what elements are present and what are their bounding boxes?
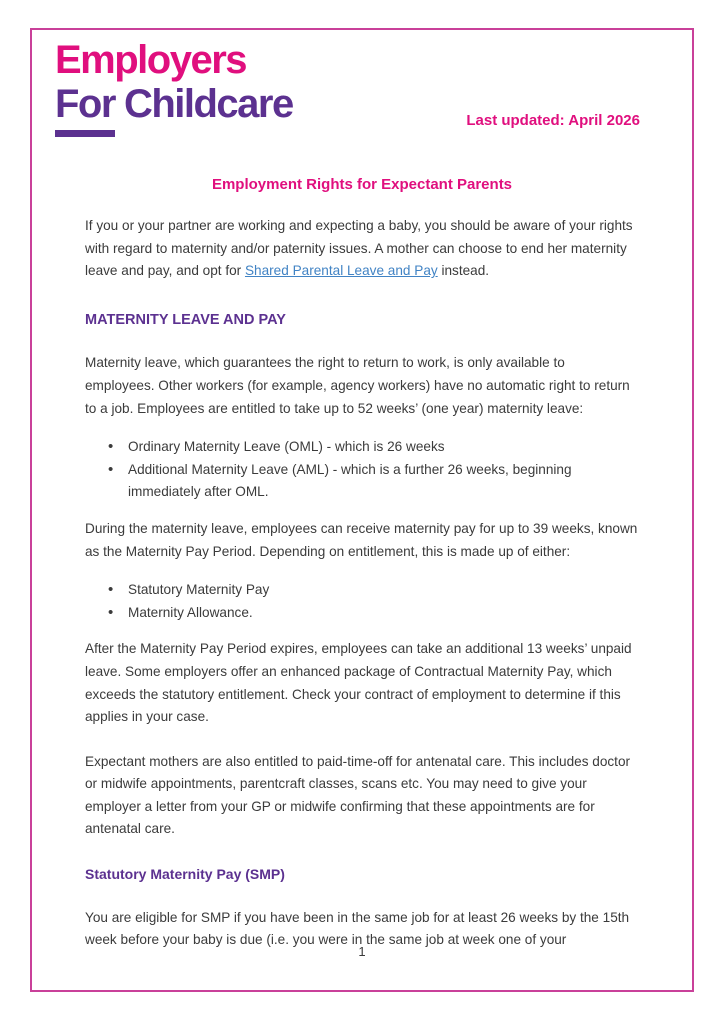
intro-text-after-link: instead. [437, 263, 490, 279]
logo-word-for: For [55, 82, 115, 137]
logo-word-employers: Employers [55, 38, 247, 82]
sub-heading-statutory-maternity-pay: Statutory Maternity Pay (SMP) [85, 866, 285, 883]
list-item: • Ordinary Maternity Leave (OML) - which is 26 weeks [85, 436, 638, 459]
smp-eligibility-paragraph: You are eligible for SMP if you have been in the same job for at least 26 weeks by the 15th week before your baby is due (i.e. you were in the same job at week one of your [85, 909, 630, 948]
unpaid-leave-paragraph: After the Maternity Pay Period expires, employees can take an additional 13 weeks’ unpaid leave. Some employers offer an enhanced package of Contractual Maternity Pay, which exceeds the statutory entitlement. Check your contract of employment to determine if this applies in your case. [85, 641, 632, 725]
maternity-pay-types-list [85, 579, 638, 624]
list-item: • Maternity Allowance. [85, 602, 638, 625]
intro-paragraph [85, 215, 638, 283]
section-heading-maternity-leave-and-pay: MATERNITY LEAVE AND PAY [85, 311, 286, 328]
employers-for-childcare-logo [55, 38, 293, 137]
maternity-leave-types-list [85, 436, 638, 504]
logo-word-childcare: Childcare [123, 82, 293, 126]
document-title: Employment Rights for Expectant Parents [211, 176, 513, 193]
logo-line-for-childcare [55, 82, 293, 137]
intro-text-before-link: If you or your partner are working and expecting a baby, you should be aware of your rights with regard to maternity and/or paternity issues. A mother can choose to end her maternity leave and pay, and opt for [85, 218, 633, 279]
maternity-pay-paragraph: During the maternity leave, employees can receive maternity pay for up to 39 weeks, known as the Maternity Pay Period. Depending on entitlement, this is made up of either: [85, 520, 638, 559]
last-updated-label: Last updated: April 2026 [466, 112, 640, 129]
shared-parental-leave-link[interactable]: Shared Parental Leave and Pay [244, 263, 438, 279]
document-body [85, 215, 638, 974]
list-item: • Statutory Maternity Pay [85, 579, 638, 602]
page-number: 1 [358, 944, 366, 959]
antenatal-care-paragraph: Expectant mothers are also entitled to paid-time-off for antenatal care. This includes doctor or midwife appointments, parentcraft classes, scans etc. You may need to give your employer a letter from your GP or midwife confirming that these appointments are for antenatal care. [85, 753, 631, 837]
list-item: • Additional Maternity Leave (AML) - which is a further 26 weeks, beginning immediately after OML. [85, 459, 638, 504]
maternity-leave-paragraph: Maternity leave, which guarantees the right to return to work, is only available to employees. Other workers (for example, agency workers) have no automatic right to return to a job. Employees are entitled to take up to 52 weeks’ (one year) maternity leave: [85, 355, 630, 416]
